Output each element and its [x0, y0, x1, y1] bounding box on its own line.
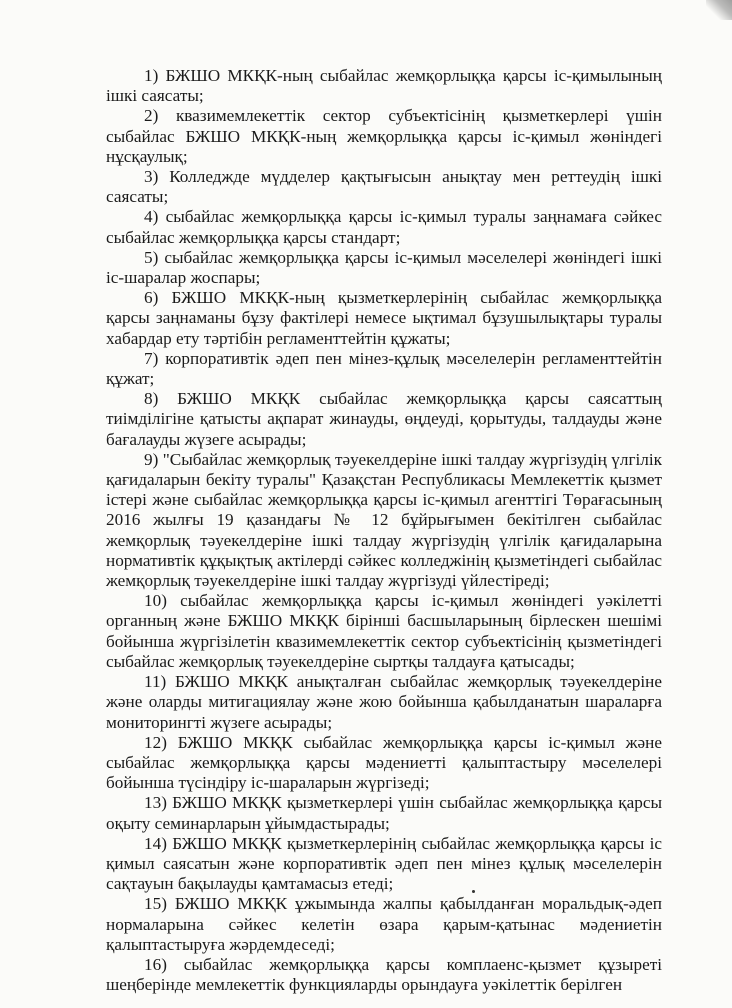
list-item-7: 7) корпоративтік әдеп пен мінез-құлық мәселелерін регламенттейтін құжат; [106, 348, 662, 389]
list-item-2: 2) квазимемлекеттік сектор субъектісінің қызметкерлері үшін сыбайлас БЖШО МКҚК-ның жемқорлыққа қарсы іс-қимыл жөніндегі нұсқаулық; [106, 106, 662, 166]
list-item-16: 16) сыбайлас жемқорлыққа қарсы комплаенс-қызмет құзыреті шеңберінде мемлекеттік функцияларды орындауға уәкілеттік берілген [106, 954, 662, 995]
list-item-14: 14) БЖШО МКҚК қызметкерлерінің сыбайлас жемқорлыққа қарсы іс қимыл саясатын және корпоративтік әдеп пен мінез құлық мәселелерін сақтауын бақылауды қамтамасыз етеді; [106, 833, 662, 894]
list-item-6: 6) БЖШО МКҚК-ның қызметкерлерінің сыбайлас жемқорлыққа қарсы заңнаманы бұзу фактілері немесе ықтимал бұзушылықтары туралы хабардар ету тәртібін регламенттейтін құжаты; [106, 288, 662, 348]
list-item-8: 8) БЖШО МКҚК сыбайлас жемқорлыққа қарсы саясаттың тиімділігіне қатысты ақпарат жинауды, өңдеуді, қорытуды, талдауды және бағалауды жүзеге асырады; [106, 389, 662, 449]
list-item-5: 5) сыбайлас жемқорлыққа қарсы іс-қимыл мәселелері жөніндегі ішкі іс-шаралар жоспары; [106, 247, 662, 288]
list-item-12: 12) БЖШО МКҚК сыбайлас жемқорлыққа қарсы іс-қимыл және сыбайлас жемқорлыққа қарсы мәдениетті қалыптастыру мәселелері бойынша түсіндіру іс-шараларын жүргізеді; [106, 732, 662, 793]
list-item-13: 13) БЖШО МКҚК қызметкерлері үшін сыбайлас жемқорлыққа қарсы оқыту семинарларын ұйымдастырады; [106, 793, 662, 833]
list-item-4: 4) сыбайлас жемқорлыққа қарсы іс-қимыл туралы заңнамаға сәйкес сыбайлас жемқорлыққа қарсы стандарт; [106, 207, 662, 247]
list-item-9: 9) "Сыбайлас жемқорлық тәуекелдеріне ішкі талдау жүргізудің үлгілік қағидаларын бекіту туралы" Қазақстан Республикасы Мемлекеттік қызмет істері және сыбайлас жемқорлыққа қарсы іс-қимыл агенттігі Төрағасының 2016 жылғы 19 қазандағы № 12 бұйрығымен бекітілген сыбайлас жемқорлық тәуекелдеріне ішкі талдау жүргізудің үлгілік қағидаларына нормативтік құқықтық актілерді сәйкес колледжінің қызметіндегі сыбайлас жемқорлық тәуекелдеріне ішкі талдау жүргізуді үйлестіреді; [106, 449, 662, 591]
document-body [106, 66, 662, 995]
scan-corner-mark [706, 0, 732, 20]
scan-speck [472, 890, 475, 893]
list-item-15: 15) БЖШО МКҚК ұжымында жалпы қабылданған моральдық-әдеп нормаларына сәйкес келетін өзара қарым-қатынас мәдениетін қалыптастыруға жәрдемдеседі; [106, 894, 662, 954]
list-item-1: 1) БЖШО МКҚК-ның сыбайлас жемқорлыққа қарсы іс-қимылының ішкі саясаты; [106, 66, 662, 106]
list-item-3: 3) Колледжде мүдделер қақтығысын анықтау мен реттеудің ішкі саясаты; [106, 167, 662, 207]
list-item-10: 10) сыбайлас жемқорлыққа қарсы іс-қимыл жөніндегі уәкілетті органның және БЖШО МКҚК бірінші басшыларының бірлескен шешімі бойынша жүргізілетін квазимемлекеттік сектор субъектісінің қызметіндегі сыбайлас жемқорлық тәуекелдеріне сыртқы талдауға қатысады; [106, 591, 662, 671]
list-item-11: 11) БЖШО МКҚК анықталған сыбайлас жемқорлық тәуекелдеріне және оларды митигациялау және жою бойынша қабылданатын шараларға мониторингті жүзеге асырады; [106, 672, 662, 732]
